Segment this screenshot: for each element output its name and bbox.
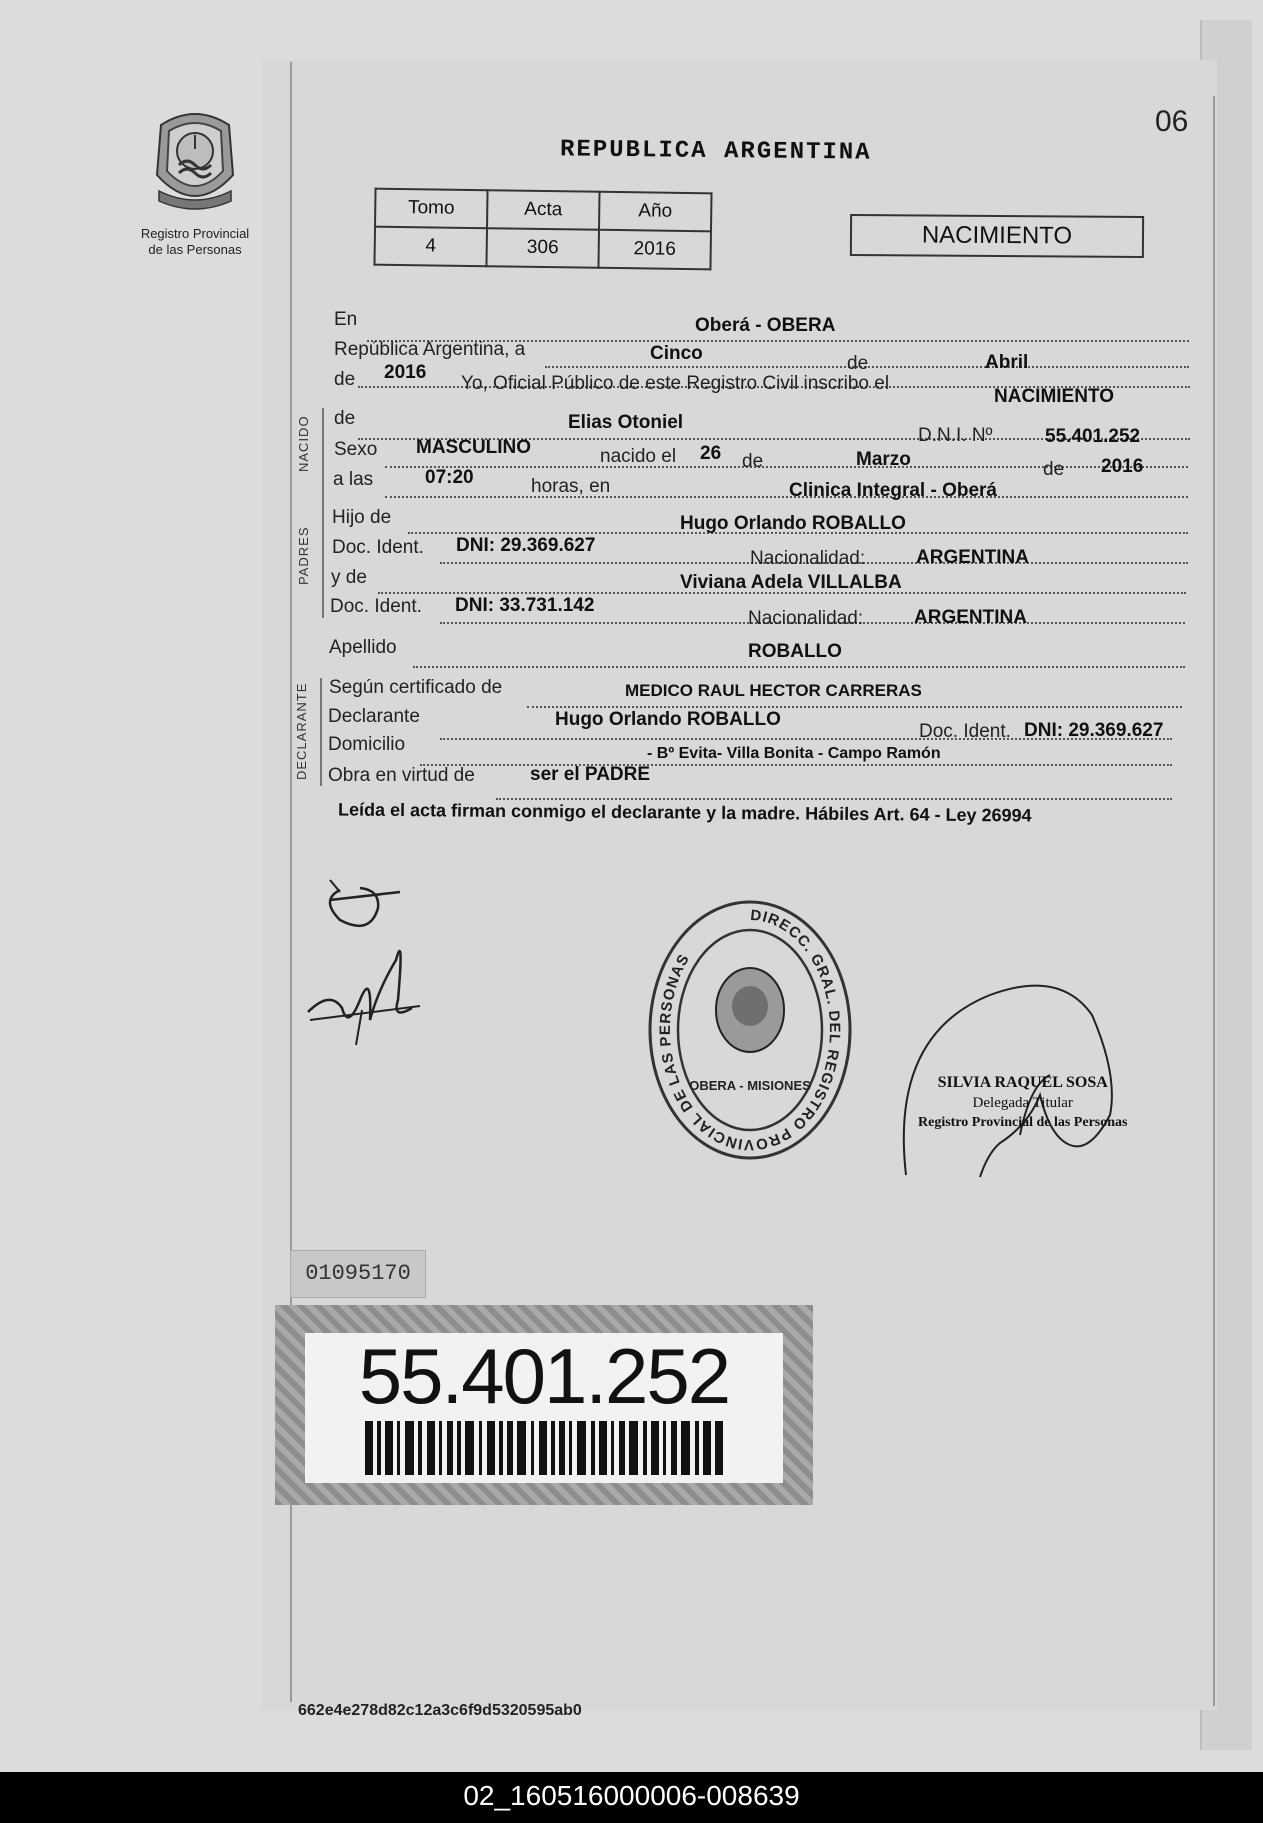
nacionalidad-label-2: Nacionalidad: xyxy=(748,608,864,629)
padres-section-label: PADRES xyxy=(296,526,311,585)
obra-label: Obra en virtud de xyxy=(328,765,475,786)
document-title: REPUBLICA ARGENTINA xyxy=(559,136,872,167)
anio-header: Año xyxy=(599,192,712,232)
id-sticker xyxy=(275,1305,813,1505)
logo-caption-line2: de las Personas xyxy=(148,242,242,257)
padre-nac-value: ARGENTINA xyxy=(916,547,1029,568)
nac-anio-value: 2016 xyxy=(1101,456,1144,477)
padre-value: Hugo Orlando ROBALLO xyxy=(680,513,906,534)
serial-number: 01095170 xyxy=(290,1250,426,1298)
en-value: Oberá - OBERA xyxy=(695,315,836,336)
en-label: En xyxy=(334,309,358,330)
sticker-number: 55.401.252 xyxy=(358,1332,730,1420)
seal-center-text: OBERA - MISIONES xyxy=(689,1078,811,1093)
nacido-el-label: nacido el xyxy=(600,446,677,467)
mes-value: Abril xyxy=(985,352,1029,373)
a-las-label: a las xyxy=(333,469,374,490)
domicilio-value: - Bº Evita- Villa Bonita - Campo Ramón xyxy=(647,745,941,762)
madre-value: Viviana Adela VILLALBA xyxy=(680,572,902,593)
seal-emblem-icon xyxy=(716,968,784,1052)
closing-statement: Leída el acta firman conmigo el declarante y la madre. Hábiles Art. 64 - Ley 26994 xyxy=(337,799,1032,826)
acta-value: 306 xyxy=(486,228,599,268)
apellido-label: Apellido xyxy=(329,637,397,658)
de-label-4: de xyxy=(1043,459,1065,480)
signatory-name: SILVIA RAQUEL SOSA xyxy=(937,1074,1108,1091)
footer-filename: 02_160516000006-008639 xyxy=(463,1780,800,1811)
anio-value: 2016 xyxy=(598,230,711,270)
nacido-section-bar xyxy=(322,408,324,518)
seal-ring-textpath: DIRECC. GRAL. DEL REGISTRO PROVINCIAL DE LAS PERSONAS xyxy=(656,906,844,1154)
sexo-label: Sexo xyxy=(334,439,378,460)
hora-line xyxy=(385,470,1188,498)
tomo-header: Tomo xyxy=(375,189,488,229)
de-label-3: de xyxy=(742,451,764,472)
signatory-block xyxy=(918,1073,1127,1133)
madre-doc-value: DNI: 33.731.142 xyxy=(455,595,595,616)
hora-value: 07:20 xyxy=(425,467,474,488)
doc-ident-label-2: Doc. Ident. xyxy=(330,596,422,617)
oficial-text: Yo, Oficial Público de este Registro Civil inscribo el xyxy=(461,373,890,394)
padre-doc-value: DNI: 29.369.627 xyxy=(456,535,596,556)
de-nombre-label: de xyxy=(334,408,356,429)
nombre-value: Elias Otoniel xyxy=(568,412,684,433)
nacido-section-label: NACIDO xyxy=(296,415,311,472)
official-seal xyxy=(640,890,860,1160)
declarante-section-bar xyxy=(320,678,322,786)
domicilio-label: Domicilio xyxy=(328,734,406,755)
sticker-panel xyxy=(305,1333,783,1483)
nac-dia-value: 26 xyxy=(700,443,722,464)
certificado-value: MEDICO RAUL HECTOR CARRERAS xyxy=(625,681,922,700)
barcode-icon xyxy=(365,1421,723,1475)
apellido-value: ROBALLO xyxy=(748,641,842,662)
nac-mes-value: Marzo xyxy=(856,449,911,470)
dni-value: 55.401.252 xyxy=(1045,426,1141,447)
declarante-doc-value: DNI: 29.369.627 xyxy=(1024,720,1164,741)
signatory-office: Registro Provincial de las Personas xyxy=(918,1115,1128,1130)
declarante-label: Declarante xyxy=(328,706,420,727)
y-de-label: y de xyxy=(331,567,367,588)
de-label-1: de xyxy=(847,353,869,374)
tomo-value: 4 xyxy=(374,227,487,267)
page-number: 06 xyxy=(1155,105,1189,138)
signatory-role: Delegada Titular xyxy=(972,1095,1073,1111)
republica-label: República Argentina, a xyxy=(334,339,526,360)
logo-caption-line1: Registro Provincial xyxy=(140,226,250,241)
hijo-de-label: Hijo de xyxy=(332,507,392,528)
declarante-value: Hugo Orlando ROBALLO xyxy=(555,709,781,730)
record-type-box: NACIMIENTO xyxy=(850,214,1144,258)
de-label-2: de xyxy=(334,369,356,390)
nacionalidad-label-1: Nacionalidad: xyxy=(750,548,866,569)
inscribe-value: NACIMIENTO xyxy=(994,386,1114,407)
certificado-label: Según certificado de xyxy=(329,677,503,698)
signature-mark-2 xyxy=(300,920,430,1050)
anio-field-value: 2016 xyxy=(384,362,427,383)
doc-ident-label-1: Doc. Ident. xyxy=(332,537,424,558)
declarante-section-label: DECLARANTE xyxy=(294,682,309,780)
horas-en-label: horas, en xyxy=(531,476,611,497)
dni-label: D.N.I. Nº xyxy=(918,425,993,446)
padres-section-bar xyxy=(322,508,324,618)
obra-value: ser el PADRE xyxy=(530,764,651,785)
document-hash: 662e4e278d82c12a3c6f9d5320595ab0 xyxy=(298,1702,582,1719)
sexo-value: MASCULINO xyxy=(416,437,532,458)
lugar-value: Clinica Integral - Oberá xyxy=(789,480,997,501)
madre-nac-value: ARGENTINA xyxy=(914,607,1027,628)
acta-header: Acta xyxy=(487,190,600,230)
doc-ident-label-3: Doc. Ident. xyxy=(919,721,1011,742)
dia-value: Cinco xyxy=(650,343,703,364)
